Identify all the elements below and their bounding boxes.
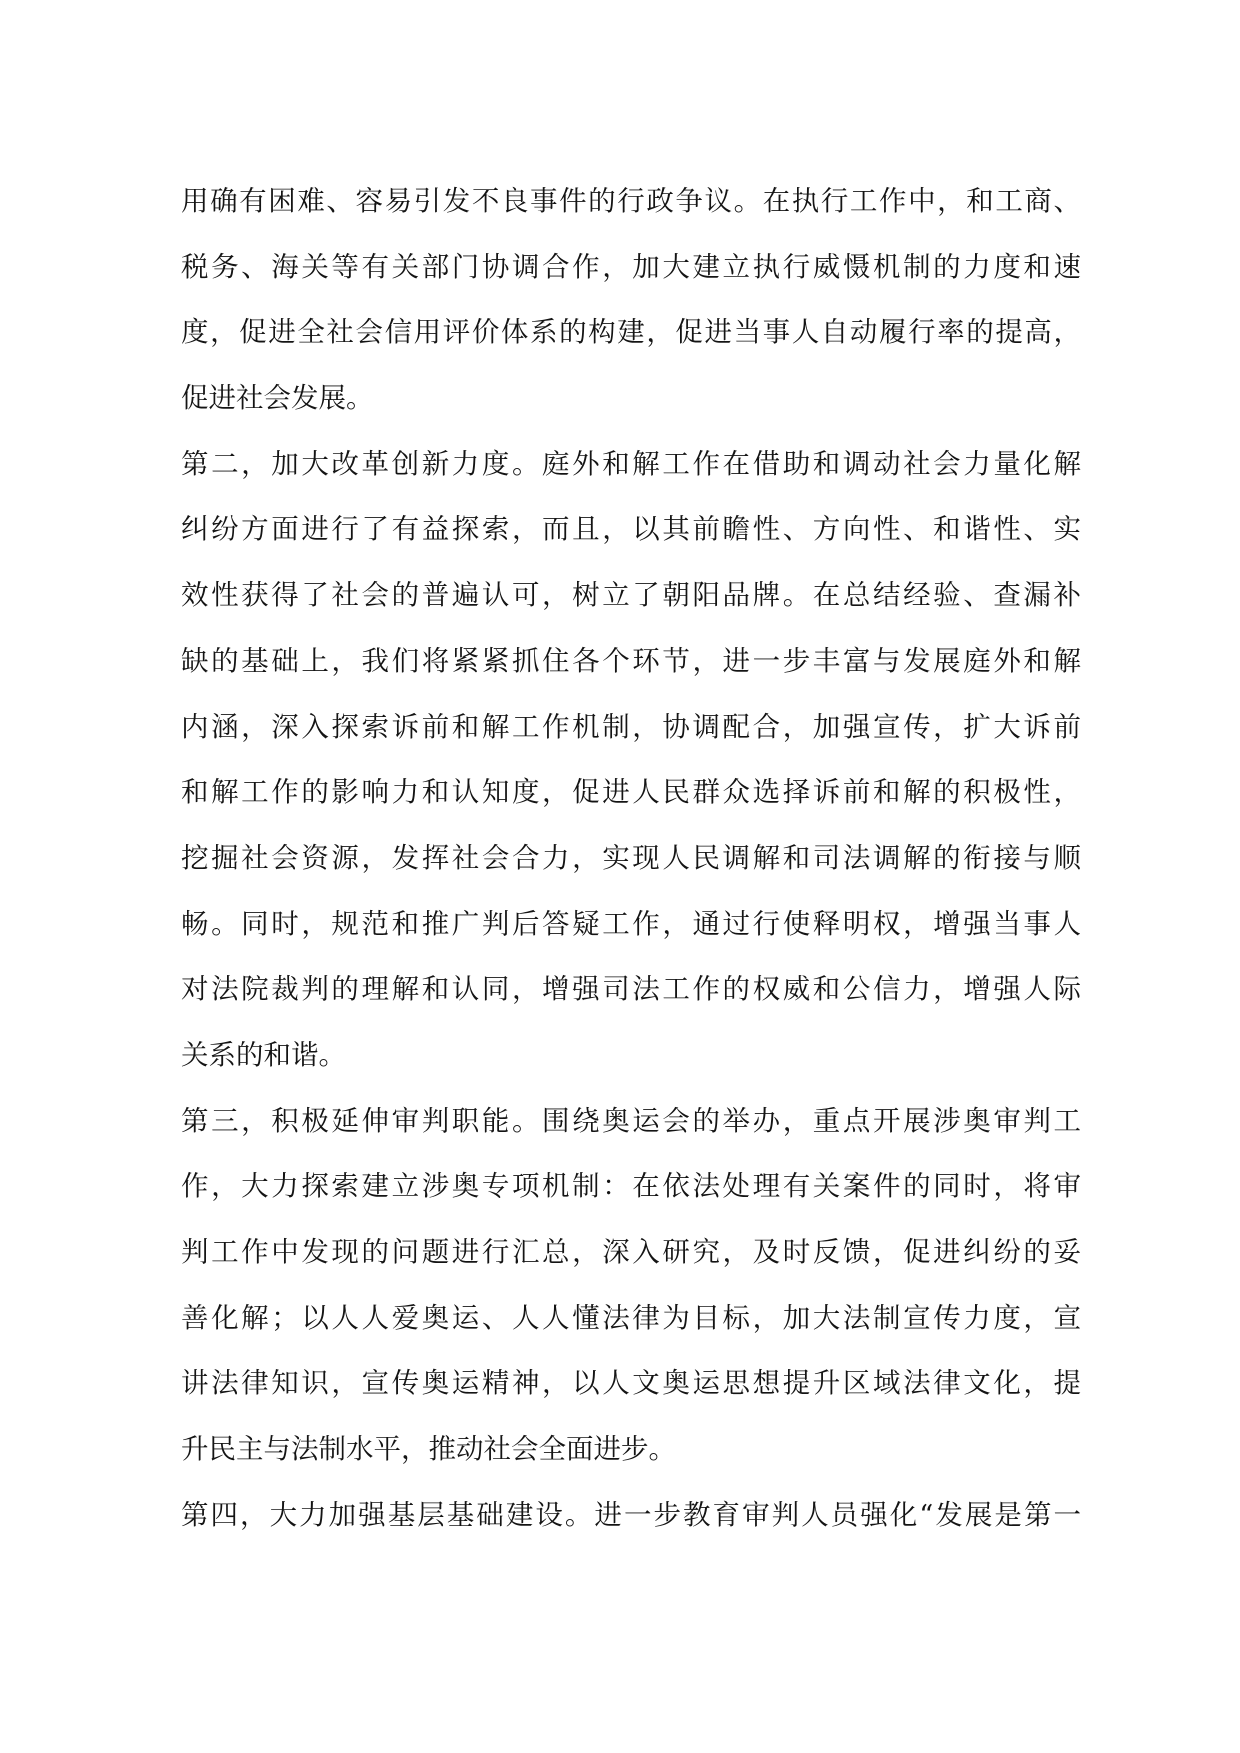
text-line: 升民主与法制水平，推动社会全面进步。 <box>181 1433 676 1466</box>
text-line: 促进社会发展。 <box>181 382 374 415</box>
text-line: 对法院裁判的理解和认同，增强司法工作的权威和公信力，增强人际 <box>181 973 1081 1006</box>
text-line: 第三，积极延伸审判职能。围绕奥运会的举办，重点开展涉奥审判工 <box>181 1104 1081 1137</box>
text-line: 作，大力探索建立涉奥专项机制：在依法处理有关案件的同时，将审 <box>181 1170 1081 1203</box>
text-line: 税务、海关等有关部门协调合作，加大建立执行威慑机制的力度和速 <box>181 250 1081 283</box>
text-line: 内涵，深入探索诉前和解工作机制，协调配合，加强宣传，扩大诉前 <box>181 710 1081 743</box>
text-line: 畅。同时，规范和推广判后答疑工作，通过行使释明权，增强当事人 <box>181 907 1081 940</box>
text-line: 讲法律知识，宣传奥运精神，以人文奥运思想提升区域法律文化，提 <box>181 1367 1081 1400</box>
text-line: 和解工作的影响力和认知度，促进人民群众选择诉前和解的积极性， <box>181 776 1081 809</box>
text-line: 第二，加大改革创新力度。庭外和解工作在借助和调动社会力量化解 <box>181 447 1081 480</box>
text-line: 关系的和谐。 <box>181 1038 346 1071</box>
text-line: 纠纷方面进行了有益探索，而且，以其前瞻性、方向性、和谐性、实 <box>181 513 1081 546</box>
text-line: 判工作中发现的问题进行汇总，深入研究，及时反馈，促进纠纷的妥 <box>181 1236 1081 1268</box>
text-line: 缺的基础上，我们将紧紧抓住各个环节，进一步丰富与发展庭外和解 <box>181 644 1081 677</box>
text-line: 挖掘社会资源，发挥社会合力，实现人民调解和司法调解的衔接与顺 <box>181 841 1081 874</box>
text-line: 用确有困难、容易引发不良事件的行政争议。在执行工作中，和工商、 <box>181 185 1081 217</box>
text-line: 度，促进全社会信用评价体系的构建，促进当事人自动履行率的提高， <box>181 316 1081 349</box>
document-body <box>181 184 1081 1563</box>
text-line: 第四，大力加强基层基础建设。进一步教育审判人员强化“发展是第一 <box>181 1498 1081 1531</box>
text-line: 善化解；以人人爱奥运、人人懂法律为目标，加大法制宣传力度，宣 <box>181 1301 1081 1334</box>
text-line: 效性获得了社会的普遍认可，树立了朝阳品牌。在总结经验、查漏补 <box>181 579 1081 612</box>
